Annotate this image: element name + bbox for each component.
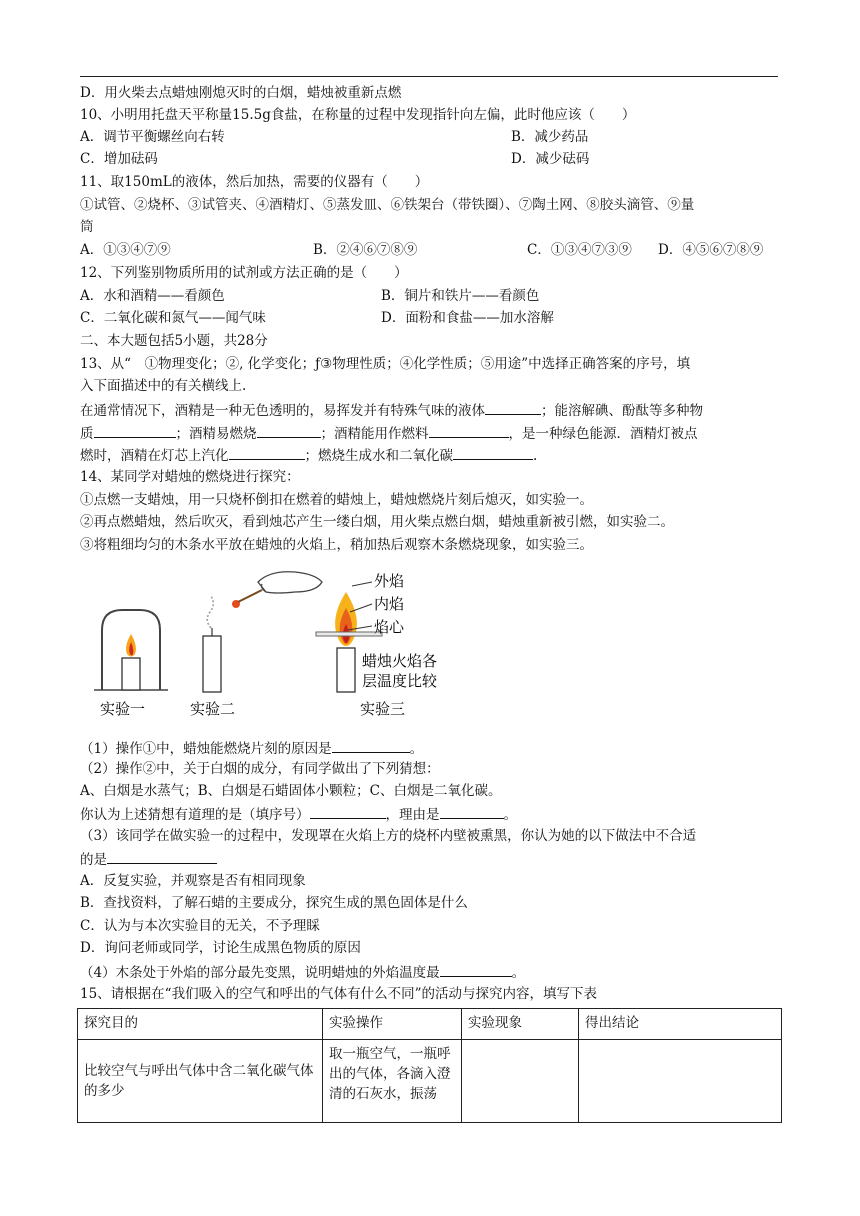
q15-stem: 15、请根据在“我们吸入的空气和呼出的气体有什么不同”的活动与探究内容，填写下表	[80, 986, 597, 1002]
q13-line-5: 燃时，酒精在灯芯上汽化 ；燃烧生成水和二氧化碳 .	[80, 444, 537, 466]
q13-blank-3[interactable]	[257, 422, 321, 438]
q13-line-3: 在通常情况下，酒精是一种无色透明的，易挥发并有特殊气味的液体 ；能溶解碘、酚酞等多种物	[80, 399, 703, 421]
q13-blank-5[interactable]	[229, 444, 305, 460]
q13-blank-2[interactable]	[94, 422, 176, 438]
header-rule	[80, 76, 778, 77]
table-header-row	[78, 1009, 782, 1040]
q9-option-d: D．用火柴去点蜡烛刚熄灭时的白烟，蜡烛被重新点燃	[80, 85, 402, 101]
q14-option-a: A．反复实验，并观察是否有相同现象	[80, 873, 306, 889]
q13-blank-4[interactable]	[429, 422, 509, 438]
q12-option-b: B．铜片和铁片——看颜色	[381, 288, 540, 304]
exp3-label: 实验三	[360, 700, 406, 718]
q14-part-3: （3）该同学在做实验一的过程中，发现罩在火焰上方的烧杯内壁被熏黑，你认为她的以下做法中不合适	[80, 828, 697, 844]
q13-blank-6[interactable]	[453, 444, 533, 460]
q13-blank-1[interactable]	[485, 399, 541, 415]
q11-items: ①试管、②烧杯、③试管夹、④酒精灯、⑤蒸发皿、⑥铁架台（带铁圈）、⑦陶土网、⑧胶头滴管、⑨量	[80, 197, 695, 213]
q10-stem: 10、小明用托盘天平称量15.5g食盐，在称量的过程中发现指针向左偏，此时他应该（ ）	[80, 107, 636, 123]
experiment-2-illustration	[203, 572, 322, 692]
inner-flame-label: 内焰	[374, 595, 405, 613]
q14-part-2-options: A、白烟是水蒸气；B、白烟是石蜡固体小颗粒；C、白烟是二氧化碳。	[80, 783, 502, 799]
q12-option-d: D．面粉和食盐——加水溶解	[381, 310, 554, 326]
q14-blank-3[interactable]	[440, 803, 504, 819]
cell-phenomenon[interactable]	[462, 1040, 579, 1123]
experiment-1-illustration	[94, 610, 168, 690]
flame-core-label: 焰心	[374, 618, 405, 636]
q14-step-1: ①点燃一支蜡烛，用一只烧杯倒扣在燃着的蜡烛上，蜡烛燃烧片刻后熄灭，如实验一。	[80, 492, 593, 508]
q14-option-b: B．查找资料，了解石蜡的主要成分，探究生成的黑色固体是什么	[80, 895, 468, 911]
section-2-heading: 二、本大题包括5小题，共28分	[80, 333, 268, 349]
cell-purpose: 比较空气与呼出气体中含二氧化碳气体的多少	[78, 1040, 323, 1123]
cell-conclusion[interactable]	[579, 1040, 782, 1123]
candle-experiments-figure	[90, 562, 490, 722]
q12-option-c: C．二氧化碳和氮气——闻气味	[80, 310, 266, 326]
header-phenomenon: 实验现象	[462, 1009, 579, 1040]
q10-option-d: D．减少砝码	[511, 151, 590, 167]
q14-blank-5[interactable]	[440, 961, 512, 977]
figure-note-line-1: 蜡烛火焰各	[362, 652, 438, 670]
q14-option-c: C．认为与本次实验目的无关，不予理睬	[80, 918, 320, 934]
q14-part-2: （2）操作②中，关于白烟的成分，有同学做出了下列猜想：	[80, 761, 440, 777]
q14-step-2: ②再点燃蜡烛，然后吹灭，看到烛芯产生一缕白烟，用火柴点燃白烟，蜡烛重新被引燃，如实验二。	[80, 514, 674, 530]
outer-flame-label: 外焰	[374, 572, 405, 590]
q14-blank-1[interactable]	[332, 737, 410, 753]
q13-line-2: 入下面描述中的有关横线上.	[80, 378, 247, 394]
q11-option-b: B．②④⑥⑦⑧⑨	[313, 242, 418, 258]
header-operation: 实验操作	[323, 1009, 462, 1040]
q13-line-4: 质 ；酒精易燃烧 ；酒精能用作燃料 ，是一种绿色能源．酒精灯被点	[80, 422, 698, 444]
figure-note-line-2: 层温度比较	[362, 672, 438, 690]
q12-stem: 12、下列鉴别物质所用的试剂或方法正确的是（ ）	[80, 265, 408, 281]
header-purpose: 探究目的	[78, 1009, 323, 1040]
q11-items-cont: 筒	[80, 219, 94, 235]
q10-option-b: B．减少药品	[511, 129, 589, 145]
q14-part-2-question: 你认为上述猜想有道理的是（填序号） ，理由是 。	[80, 803, 517, 825]
q11-option-c: C．①③④⑦③⑨	[527, 242, 632, 258]
q14-step-3: ③将粗细均匀的木条水平放在蜡烛的火焰上，稍加热后观察木条燃烧现象，如实验三。	[80, 537, 593, 553]
q10-option-a: A．调节平衡螺丝向右转	[80, 129, 225, 145]
q12-option-a: A．水和酒精——看颜色	[80, 288, 225, 304]
exp2-label: 实验二	[190, 700, 236, 718]
q14-stem: 14、某同学对蜡烛的燃烧进行探究：	[80, 469, 300, 485]
q14-option-d: D．询问老师或同学，讨论生成黑色物质的原因	[80, 940, 361, 956]
q14-part-1: （1）操作①中，蜡烛能燃烧片刻的原因是 。	[80, 737, 423, 759]
exp1-label: 实验一	[100, 700, 146, 718]
q10-option-c: C．增加砝码	[80, 151, 158, 167]
table-row	[78, 1040, 782, 1123]
q14-part-4: （4）木条处于外焰的部分最先变黑，说明蜡烛的外焰温度最 。	[80, 961, 525, 983]
header-conclusion: 得出结论	[579, 1009, 782, 1040]
q11-option-d: D．④⑤⑥⑦⑧⑨	[658, 242, 764, 258]
cell-operation: 取一瓶空气，一瓶呼出的气体，各滴入澄清的石灰水，振荡	[323, 1040, 462, 1123]
q15-table	[77, 1008, 782, 1123]
q13-line-1: 13、从“ ①物理变化；②, 化学变化；ƒ③物理性质；④化学性质；⑤用途”中选择正确答案的序号，填	[80, 356, 691, 372]
q11-option-a: A．①③④⑦⑨	[80, 242, 171, 258]
q11-stem: 11、取150mL的液体，然后加热，需要的仪器有（ ）	[80, 174, 429, 190]
q14-part-3-cont: 的是	[80, 848, 217, 870]
q14-blank-4[interactable]	[107, 848, 217, 864]
q14-blank-2[interactable]	[310, 803, 386, 819]
